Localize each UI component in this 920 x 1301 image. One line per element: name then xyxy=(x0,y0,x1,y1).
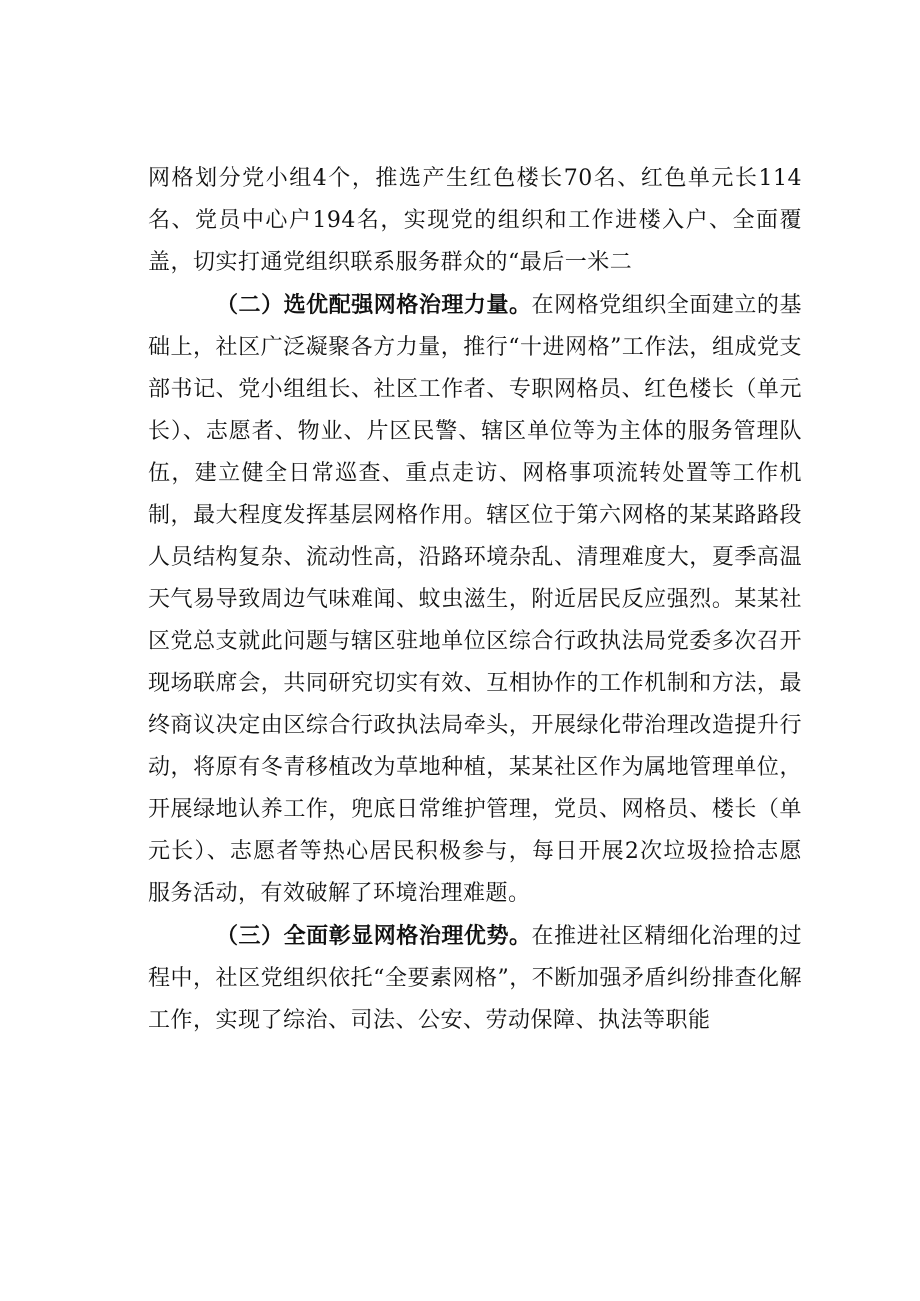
paragraph-continuation xyxy=(148,158,802,284)
section-3-heading: （三）全面彰显网格治理优势。 xyxy=(216,923,532,949)
document-page xyxy=(148,158,802,1042)
paragraph-2-text: 在网格党组织全面建立的基础上，社区广泛凝聚各方力量，推行“十进网格”工作法，组成党支部书记、党小组组长、社区工作者、专职网格员、红色楼长（单元长）、志愿者、物业、片区民警、辖区单位等为主体的服务管理队伍，建立健全日常巡查、重点走访、网格事项流转处置等工作机制，最大程度发挥基层网格作用。辖区位于第六网格的某某路路段人员结构复杂、流动性高，沿路环境杂乱、清理难度大，夏季高温天气易导致周边气味难闻、蚊虫滋生，附近居民反应强烈。某某社区党总支就此问题与辖区驻地单位区综合行政执法局党委多次召开现场联席会，共同研究切实有效、互相协作的工作机制和方法，最终商议决定由区综合行政执法局牵头，开展绿化带治理改造提升行动，将原有冬青移植改为草地种植，某某社区作为属地管理单位，开展绿地认养工作，兜底日常维护管理，党员、网格员、楼长（单元长）、志愿者等热心居民积极参与，每日开展2次垃圾捡拾志愿服务活动，有效破解了环境治理难题。 xyxy=(148,293,802,906)
paragraph-section-2 xyxy=(148,284,802,915)
paragraph-1-text: 网格划分党小组4个，推选产生红色楼长70名、红色单元长114名、党员中心户194名，实现党的组织和工作进楼入户、全面覆盖，切实打通党组织联系服务群众的“最后一米二 xyxy=(148,166,802,275)
paragraph-3-text: 在推进社区精细化治理的过程中，社区党组织依托“全要素网格”，不断加强矛盾纠纷排查化解工作，实现了综治、司法、公安、劳动保障、执法等职能 xyxy=(148,924,802,1033)
section-2-heading: （二）选优配强网格治理力量。 xyxy=(216,292,532,318)
paragraph-section-3 xyxy=(148,915,802,1042)
